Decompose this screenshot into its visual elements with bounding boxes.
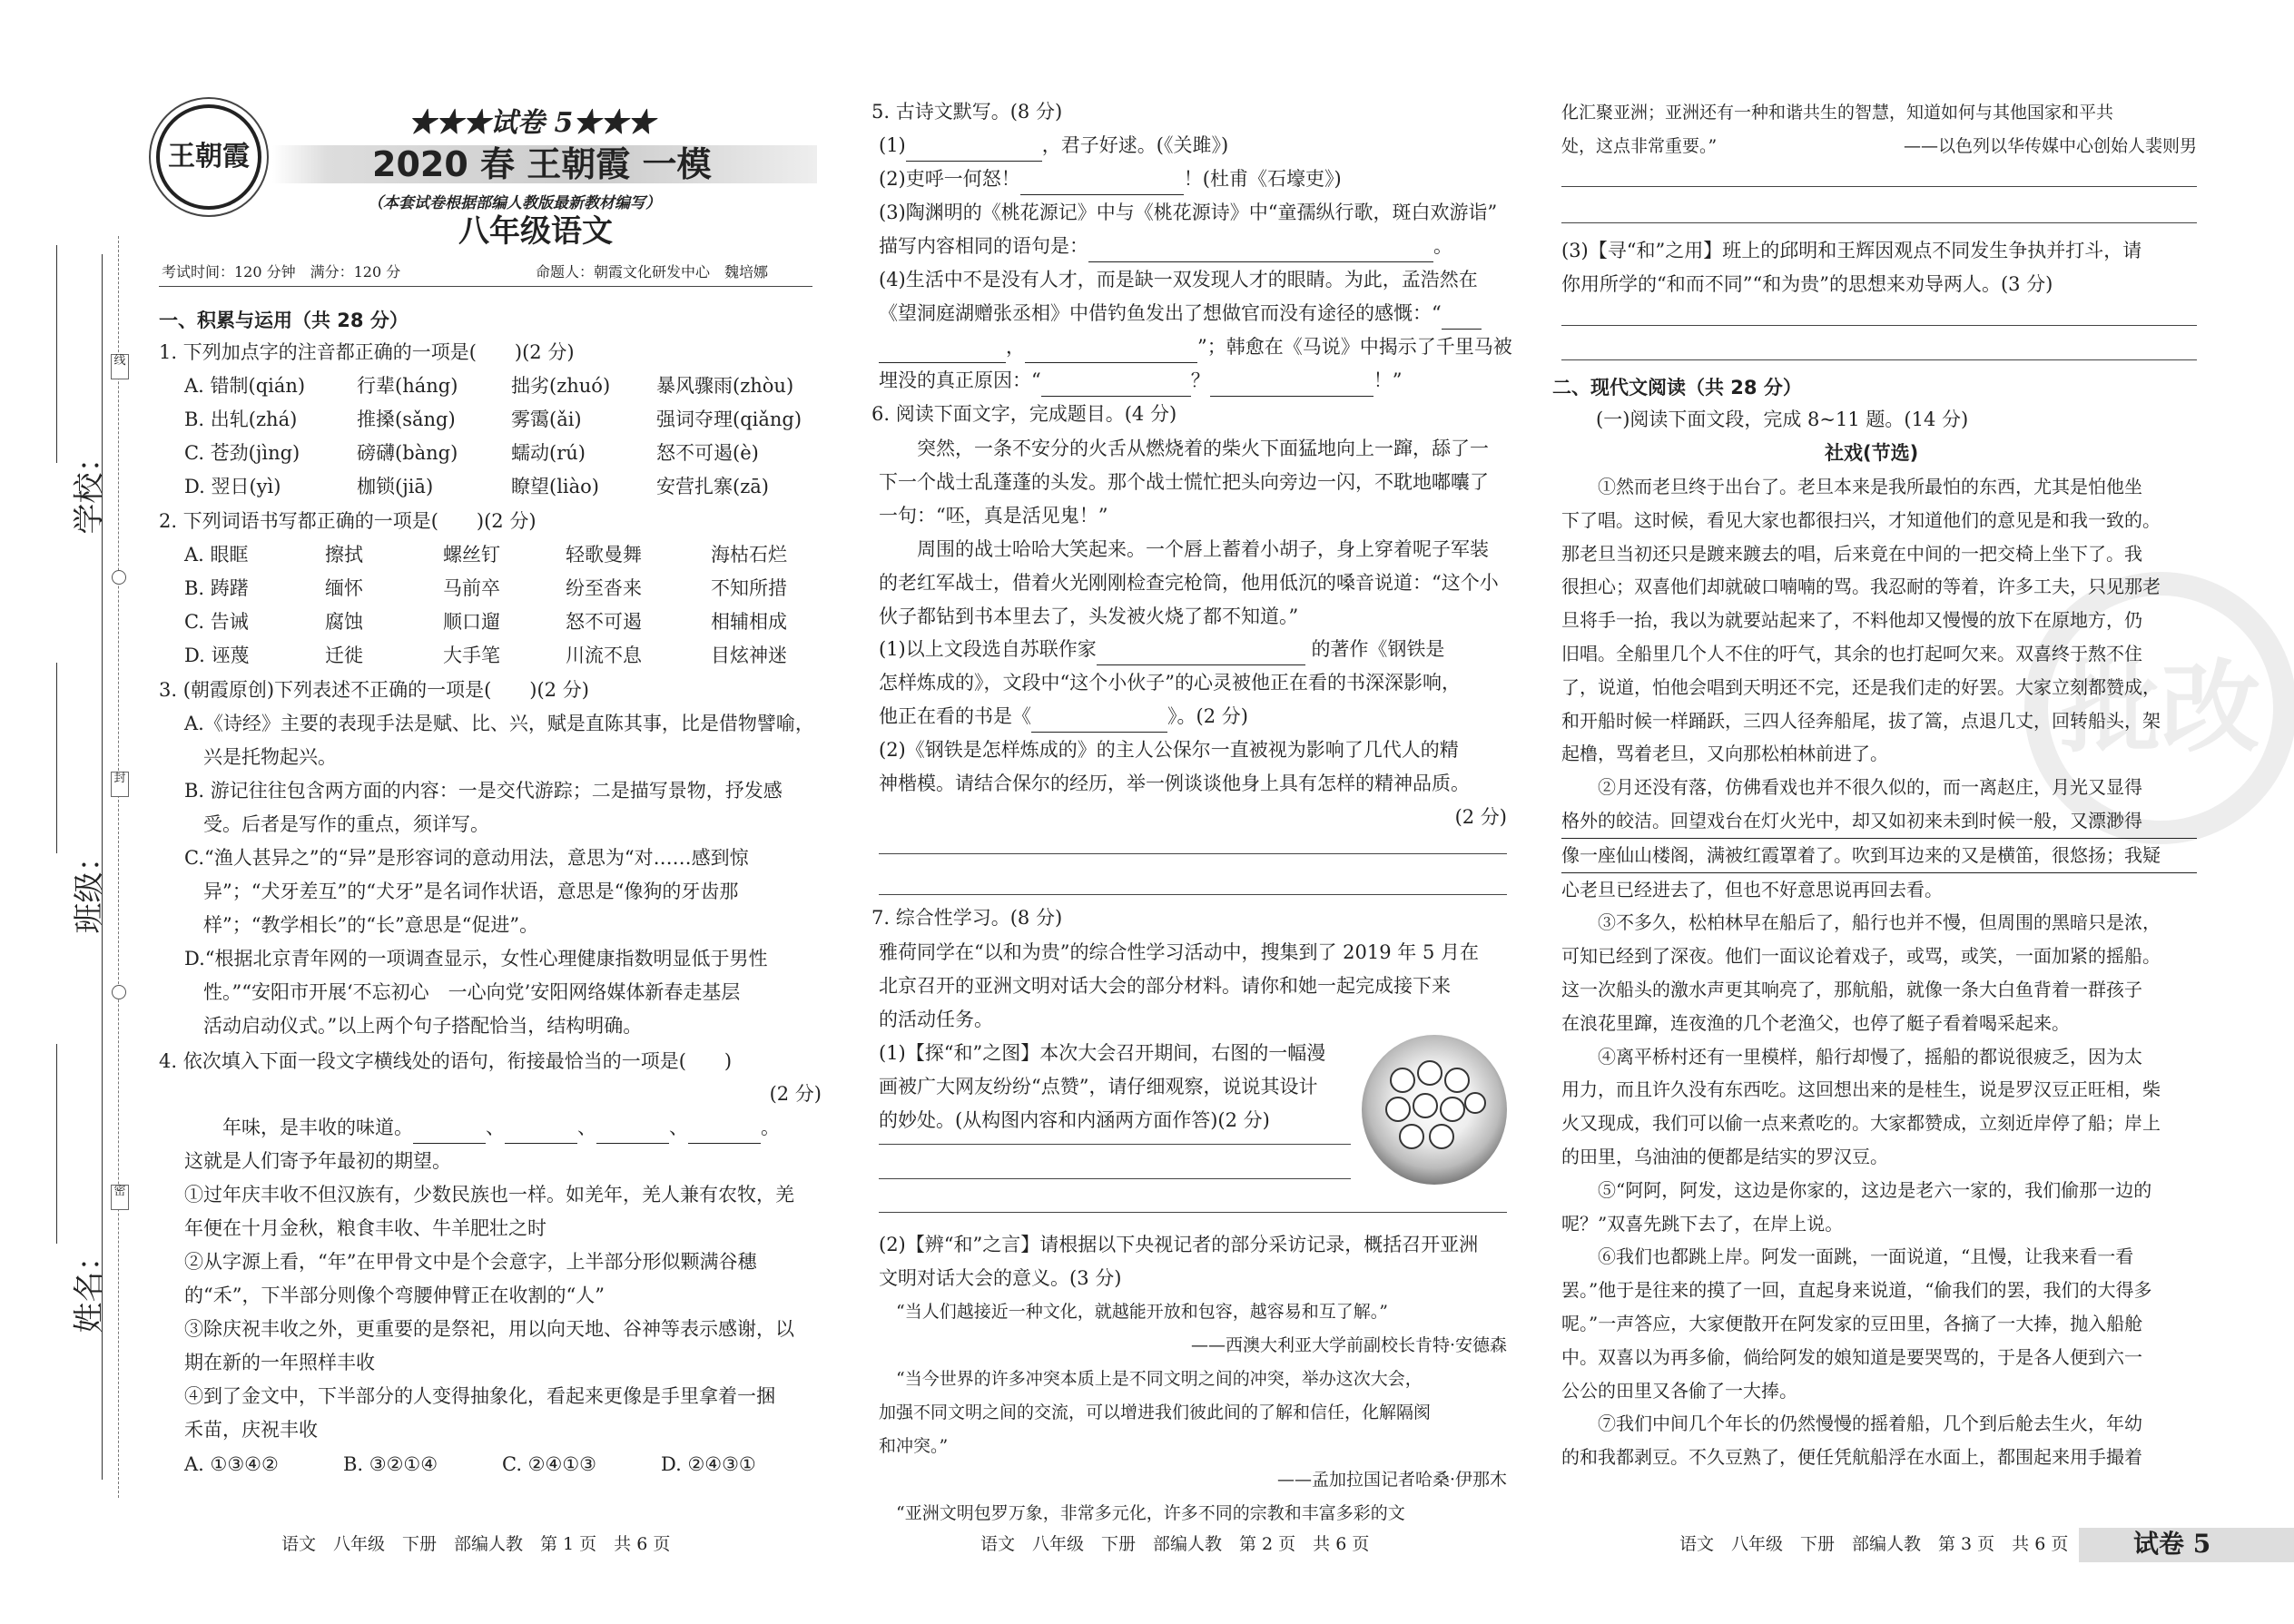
option: D. ②④③①	[661, 1453, 756, 1475]
interview-quotes	[879, 1295, 1507, 1530]
option-line: B. 游记往往包含两方面的内容：一是交代游踪；二是描写景物，抒发感	[184, 780, 783, 802]
essay-line: ⑦我们中间几个年长的仍然慢慢的摇着船，几个到后舱去生火，年幼	[1561, 1412, 2142, 1435]
option: 缅怀	[325, 577, 363, 599]
essay-line: 呢？”双喜先跳下去了，在岸上说。	[1561, 1212, 1844, 1235]
essay-line: 这一次船头的激水声更其响亮了，那航船，就像一条大白鱼背着一群孩子	[1561, 978, 2142, 1000]
option-line: 样”；“教学相长”的“长”意思是“促进”。	[184, 914, 539, 936]
passage-line: 周围的战士哈哈大笑起来。一个唇上蓄着小胡子，身上穿着呢子军装	[879, 538, 1489, 560]
essay-line: ②月还没有落，仿佛看戏也并不很久似的，而一离赵庄，月光又显得	[1561, 776, 2142, 799]
name-field-line	[56, 1044, 57, 1244]
essay-line: 心老旦已经进去了，但也不好意思说再回去看。	[1561, 878, 1943, 901]
answer-line[interactable]	[879, 894, 1507, 895]
blank[interactable]	[688, 1123, 761, 1144]
passage-line: 一句：“呸，真是活见鬼！”	[879, 505, 1108, 527]
subject-title: 八年级语文	[458, 213, 613, 250]
question-1: 1. 下列加点字的注音都正确的一项是( )(2 分)	[159, 341, 575, 363]
question-5-2: (2)吏呼一何怒！ ！(杜甫《石壕吏》)	[879, 163, 1342, 195]
essay-line: 和开船时候一样踊跃，三四人径奔船尾，拔了篙，点退几丈，回转船头，架	[1561, 709, 2161, 732]
option: 相辅相成	[711, 611, 787, 633]
question-7-intro	[879, 936, 1479, 1037]
option: 雾霭(ǎi)	[511, 408, 582, 430]
essay-line: 火又现成，我们可以偷一点来煮吃的。大家都赞成，立刻近岸停了船；岸上	[1561, 1112, 2161, 1135]
quote-source: ——西澳大利亚大学前副校长肯特·安德森	[1190, 1335, 1507, 1355]
essay-line: 的田里，乌油油的便都是结实的罗汉豆。	[1561, 1145, 1888, 1167]
quote-line: “当人们越接近一种文化，就越能开放和包容，越容易和互了解。”	[879, 1302, 1388, 1322]
passage-line: 突然，一条不安分的火舌从燃烧着的柴火下面猛地向上一蹿，舔了一	[879, 438, 1489, 459]
essay-line: 旧唱。全船里几个人不住的吁气，其余的也打起呵欠来。双喜终于熬不住	[1561, 642, 2142, 664]
textbook-note: （本套试卷根据部编人教版最新教材编写）	[368, 194, 661, 212]
essay-line: 用力，而且许久没有东西吃。这回想出来的是桂生，说是罗汉豆正旺相，柴	[1561, 1078, 2161, 1101]
option: 推搡(sǎng)	[357, 408, 456, 430]
question-6-1: (1)以上文段选自苏联作家 的著作《钢铁是	[879, 634, 1444, 665]
question-6-2-score: (2 分)	[1454, 806, 1507, 828]
question-5-3: (3)陶渊明的《桃花源记》中与《桃花源诗》中“童孺纵行歌，斑白欢游诣”	[879, 202, 1498, 223]
essay-line-underlined: 格外的皎洁。回望戏台在灯火光中，却又如初来未到时候一般，又漂渺得	[1561, 804, 2197, 839]
essay-line-underlined: 像一座仙山楼阁，满被红霞罩着了。吹到耳边来的又是横笛，很悠扬；我疑	[1561, 839, 2197, 873]
essay-line: ③不多久，松柏林早在船后了，船行也并不慢，但周围的黑暗只是浓，	[1561, 911, 2161, 934]
answer-line[interactable]	[879, 853, 1507, 854]
blank[interactable]	[1210, 376, 1373, 397]
question-2: 2. 下列词语书写都正确的一项是( )(2 分)	[159, 510, 537, 532]
answer-line[interactable]	[879, 1212, 1507, 1213]
option: 海枯石烂	[711, 544, 787, 566]
essay-line: 旦将手一抬，我以为就要站起来了，不料他却又慢慢的放下在原地方，仍	[1561, 609, 2142, 632]
option: 瞭望(liào)	[511, 476, 599, 497]
question-line: (3)【寻“和”之用】班上的邱明和王辉因观点不同发生争执并打斗，请	[1561, 240, 2142, 261]
essay-line: 呢。”一声答应，大家便散开在阿发家的豆田里，各摘了一大捧，抛入船舱	[1561, 1312, 2143, 1334]
blank[interactable]	[879, 342, 1006, 363]
blank[interactable]	[505, 1123, 577, 1144]
binding-mark-secret: 密	[111, 1185, 129, 1210]
essay-line: ④离平桥村还有一里模样，船行却慢了，摇船的都说很疲乏，因为太	[1561, 1045, 2142, 1068]
option-line: A.《诗经》主要的表现手法是赋、比、兴，赋是直陈其事，比是借物譬喻，	[184, 713, 814, 734]
quote-line: 加强不同文明之间的交流，可以增进我们彼此间的了解和信任，化解隔阂	[879, 1403, 1432, 1422]
question-6: 6. 阅读下面文字，完成题目。(4 分)	[871, 403, 1177, 425]
question-4-score: (2 分)	[769, 1083, 822, 1105]
option-line: 兴是托物起兴。	[184, 746, 337, 768]
sentence-line: ③除庆祝丰收之外，更重要的是祭祀，用以向天地、谷神等表示感谢，以	[184, 1318, 794, 1340]
sentence-line: 的“禾”，下半部分则像个弯腰伸臂正在收割的“人”	[184, 1284, 605, 1306]
option: 枷锁(jiā)	[357, 476, 434, 497]
essay-line: ⑤“阿阿，阿发，这边是你家的，这边是老六一家的，我们偷那一边的	[1561, 1178, 2152, 1201]
logo	[156, 104, 261, 210]
intro-line: 北京召开的亚洲文明对话大会的部分材料。请你和她一起完成接下来	[879, 975, 1451, 997]
intro-line: 雅荷同学在“以和为贵”的综合性学习活动中，搜集到了 2019 年 5 月在	[879, 941, 1479, 963]
sentence-line: ①过年庆丰收不但汉族有，少数民族也一样。如羌年，羌人兼有农牧，羌	[184, 1184, 794, 1206]
question-4-sentences	[184, 1178, 794, 1447]
quote-source: ——孟加拉国记者哈桑·伊那木	[1276, 1470, 1507, 1490]
quote-source: ——以色列以华传媒中心创始人裴则男	[1903, 136, 2197, 156]
question-line: 画被广大网友纷纷“点赞”，请仔细观察，说说其设计	[879, 1076, 1318, 1097]
quote-line: 处，这点非常重要。” ——以色列以华传媒中心创始人裴则男	[1561, 130, 2197, 163]
blank[interactable]	[1031, 712, 1167, 733]
option: 行辈(háng)	[357, 375, 458, 397]
option: 腐蚀	[325, 611, 363, 633]
quote-line: 和冲突。”	[879, 1436, 949, 1456]
question-4-stem-end: 这就是人们寄予年最初的期望。	[184, 1150, 451, 1172]
option: 不知所措	[711, 577, 787, 599]
question-7-1	[879, 1037, 1325, 1137]
school-field-line	[56, 245, 57, 463]
option: 迁徙	[325, 645, 363, 666]
sentence-line: ④到了金文中，下半部分的人变得抽象化，看起来更像是手里拿着一捆	[184, 1385, 775, 1407]
answer-line[interactable]	[1561, 359, 2197, 360]
question-line: 文明对话大会的意义。(3 分)	[879, 1267, 1122, 1289]
option: A. 眼眶	[184, 544, 249, 566]
option: C. 苍劲(jìng)	[184, 442, 300, 464]
option: 轻歌曼舞	[566, 544, 642, 566]
question-2-options	[184, 538, 787, 673]
question-6-passage	[879, 432, 1499, 634]
option: D. 诬蔑	[184, 645, 250, 666]
option-line: 活动启动仪式。”以上两个句子搭配恰当，结构明确。	[184, 1015, 643, 1037]
passage-line: 下一个战士乱蓬蓬的头发。那个战士慌忙把头向旁边一闪，不耽地嘟囔了	[879, 471, 1489, 493]
footer-page-2: 语文 八年级 下册 部编人教 第 2 页 共 6 页	[980, 1534, 1370, 1554]
option: 擦拭	[325, 544, 363, 566]
footer-exam-tag: 试卷 5	[2133, 1529, 2211, 1559]
option: C. ②④①③	[502, 1453, 596, 1475]
option-line: 性。”“安阳市开展‘不忘初心 一心向党’安阳网络媒体新春走基层	[184, 981, 741, 1003]
option: 目炫神迷	[711, 645, 787, 666]
essay-line: 的和我都剥豆。不久豆熟了，便任凭航船浮在水面上，都围起来用手撮着	[1561, 1446, 2142, 1469]
option: 安营扎寨(zā)	[656, 476, 769, 497]
seal-watermark	[2024, 572, 2294, 844]
essay-line: 很担心；双喜他们却就破口喃喃的骂。我忍耐的等着，许多工夫，只见那老	[1561, 576, 2161, 598]
option: B. 出轧(zhá)	[184, 408, 298, 430]
option: 螺丝钉	[443, 544, 500, 566]
passage-line: 伙子都钻到书本里去了，头发被火烧了都不知道。”	[879, 605, 1299, 627]
question-7-2	[879, 1228, 1478, 1295]
essay-line: 公公的田里又各偷了一大捧。	[1561, 1379, 1797, 1402]
option-line: 受。后者是写作的重点，须详写。	[184, 813, 489, 835]
passage-line: 的老红军战士，借着火光刚刚检查完枪筒，他用低沉的嗓音说道：“这个小	[879, 572, 1499, 594]
binding-hole	[112, 570, 126, 585]
class-label: 班级：	[71, 841, 108, 934]
footer-page-3: 语文 八年级 下册 部编人教 第 3 页 共 6 页	[1679, 1534, 2069, 1554]
blank[interactable]	[1020, 174, 1184, 195]
option: A. 错制(qián)	[184, 375, 306, 397]
question-line: (1)【探“和”之图】本次大会召开期间，右图的一幅漫	[879, 1042, 1326, 1064]
option: B. ③②①④	[343, 1453, 438, 1475]
option: A. ①③④②	[184, 1453, 279, 1475]
question-5-4c: ， ”；韩愈在《马说》中揭示了千里马被	[879, 331, 1512, 363]
question-4-options	[184, 1449, 756, 1481]
question-7-3	[1561, 234, 2141, 301]
sentence-line: 禾苗，庆祝丰收	[184, 1419, 318, 1441]
blank[interactable]	[413, 1123, 486, 1144]
blank[interactable]	[1442, 309, 1482, 330]
option: 强词夺理(qiǎng)	[656, 408, 802, 430]
option: C. 告诫	[184, 611, 249, 633]
question-5: 5. 古诗文默写。(8 分)	[871, 101, 1063, 123]
essay-title: 社戏(节选)	[1825, 442, 1919, 464]
question-5-4d: 埋没的真正原因：“ ？ ！”	[879, 365, 1403, 397]
answer-line[interactable]	[879, 1144, 1351, 1145]
question-line: 的妙处。(从构图内容和内涵两方面作答)(2 分)	[879, 1109, 1270, 1131]
header-divider	[159, 286, 812, 287]
question-5-3b: 描写内容相同的语句是： 。	[879, 231, 1452, 262]
option: 暴风骤雨(zhòu)	[656, 375, 794, 397]
blank[interactable]	[1041, 376, 1191, 397]
essay-line: 了，说道，怕他会唱到天明还不完，还是我们走的好罢。大家立刻都赞成，	[1561, 675, 2161, 698]
answer-line[interactable]	[1561, 325, 2197, 326]
answer-line[interactable]	[879, 1178, 1351, 1179]
question-7: 7. 综合性学习。(8 分)	[871, 907, 1063, 929]
binding-dashed-line	[118, 236, 119, 1498]
essay-line: 中。双喜以为再多偷，倘给阿发的娘知道是要哭骂的，于是各人便到六一	[1561, 1345, 2142, 1368]
question-1-options	[184, 369, 802, 504]
quote-line: 化汇聚亚洲；亚洲还有一种和谐共生的智慧，知道如何与其他国家和平共	[1561, 103, 2114, 123]
question-5-4: (4)生活中不是没有人才，而是缺一双发现人才的眼睛。为此，孟浩然在	[879, 269, 1478, 290]
exam-title: 2020 春 王朝霞 一模	[372, 144, 712, 184]
quote-line: “亚洲文明包罗万象，非常多元化，许多不同的宗教和丰富多彩的文	[879, 1503, 1405, 1523]
question-6-2b: 神楷模。请结合保尔的经历，举一例谈谈他身上具有怎样的精神品质。	[879, 773, 1470, 794]
binding-hole	[112, 985, 126, 999]
binding-mark-seal: 封	[111, 772, 129, 797]
question-line: 你用所学的“和而不同”“和为贵”的思想来劝导两人。(3 分)	[1561, 273, 2053, 295]
seal-text: 批改	[2061, 649, 2260, 766]
essay-line: 下了唱。这时候，看见大家也都很扫兴，才知道他们的意见是和我一致的。	[1561, 508, 2161, 531]
option-line: D.“根据北京青年网的一项调查显示，女性心理健康指数明显低于男性	[184, 948, 768, 969]
logo-text: 王朝霞	[168, 141, 250, 172]
question-4-stem: 年味，是丰收的味道。 、 、 、 。	[184, 1112, 780, 1144]
name-label: 姓名：	[71, 1240, 108, 1334]
question-5-1: (1) ，君子好逑。(《关雎》)	[879, 130, 1228, 162]
section-2-heading: 二、现代文阅读（共 28 分）	[1552, 377, 1802, 399]
option: 马前卒	[443, 577, 500, 599]
essay-line: ⑥我们也都跳上岸。阿发一面跳，一面说道，“且慢，让我来看一看	[1561, 1245, 2134, 1268]
essay-line: 在浪花里蹿，连夜渔的几个老渔父，也停了艇子看着喝采起来。	[1561, 1011, 2070, 1034]
question-6-2: (2)《钢铁是怎样炼成的》的主人公保尔一直被视为影响了几代人的精	[879, 739, 1459, 761]
cartoon-image	[1362, 1035, 1507, 1185]
option: 顺口遛	[443, 611, 500, 633]
question-6-1b: 怎样炼成的》，文段中“这个小伙子”的心灵被他正在看的书深深影响，	[879, 672, 1461, 694]
blank[interactable]	[1088, 241, 1433, 262]
school-label: 学校：	[71, 441, 108, 535]
essay-line: 罢。”他于是往来的摸了一回，直起身来说道，“偷我们的罢，我们的大得多	[1561, 1279, 2152, 1302]
sentence-line: 期在新的一年照样丰收	[184, 1352, 375, 1373]
option-line: C.“渔人甚异之”的“异”是形容词的意动用法，意思为“对……感到惊	[184, 847, 749, 869]
blank[interactable]	[596, 1123, 669, 1144]
blank[interactable]	[906, 141, 1042, 162]
intro-line: 的活动任务。	[879, 1009, 993, 1030]
essay-line: ①然而老旦终于出台了。老旦本来是我所最怕的东西，尤其是怕他坐	[1561, 476, 2142, 497]
class-field-line	[56, 663, 57, 853]
question-3-options	[184, 707, 814, 1043]
footer-page-1: 语文 八年级 下册 部编人教 第 1 页 共 6 页	[281, 1534, 671, 1554]
quote-continued	[1561, 96, 2197, 163]
option-line: 异”；“犬牙差互”的“犬牙”是名词作状语，意思是“像狗的牙齿那	[184, 881, 739, 902]
answer-line[interactable]	[1561, 222, 2197, 223]
exam-info: 考试时间：120 分钟 满分：120 分	[162, 263, 401, 281]
essay-line: 那老旦当初还只是踱来踱去的唱，后来竟在中间的一把交椅上坐下了。我	[1561, 542, 2142, 565]
blank[interactable]	[1097, 645, 1305, 665]
option: 磅礴(bàng)	[357, 442, 458, 464]
option: 大手笔	[443, 645, 500, 666]
essay-line: 可知已经到了深夜。他们一面议论着戏子，或骂，或笑，一面加紧的摇船。	[1561, 945, 2161, 968]
option: 蠕动(rú)	[511, 442, 586, 464]
series-label: ★★★试卷 5★★★	[409, 107, 655, 139]
question-5-4b: 《望洞庭湖赠张丞相》中借钓鱼发出了想做官而没有途径的感慨：“	[879, 298, 1482, 330]
option: 拙劣(zhuó)	[511, 375, 611, 397]
question-6-1c: 他正在看的书是《 》。(2 分)	[879, 701, 1248, 733]
question-4: 4. 依次填入下面一段文字横线处的语句，衔接最恰当的一项是( )	[159, 1050, 733, 1072]
answer-line[interactable]	[1561, 186, 2197, 187]
question-line: (2)【辨“和”之言】请根据以下央视记者的部分采访记录，概括召开亚洲	[879, 1234, 1479, 1255]
option: 怒不可遏	[566, 611, 642, 633]
question-3: 3. (朝霞原创)下列表述不正确的一项是( )(2 分)	[159, 679, 589, 701]
section-1-heading: 一、积累与运用（共 28 分）	[159, 310, 409, 331]
option: 纷至沓来	[566, 577, 642, 599]
sentence-line: ②从字源上看，“年”在甲骨文中是个会意字，上半部分形似颗满谷穗	[184, 1251, 757, 1273]
option: D. 翌日(yì)	[184, 476, 281, 497]
option: 怒不可遏(è)	[656, 442, 759, 464]
reading-instruction: (一)阅读下面文段，完成 8~11 题。(14 分)	[1596, 408, 1969, 430]
blank[interactable]	[1025, 342, 1197, 363]
quote-line: “当今世界的许多冲突本质上是不同文明之间的冲突，举办这次大会，	[879, 1369, 1423, 1389]
essay-line: 起橹，骂着老旦，又向那松柏林前进了。	[1561, 743, 1888, 765]
exam-author: 命题人：朝霞文化研发中心 魏培娜	[536, 263, 769, 281]
option: B. 踌躇	[184, 577, 249, 599]
sentence-line: 年便在十月金秋，粮食丰收、牛羊肥壮之时	[184, 1217, 546, 1239]
option: 川流不息	[566, 645, 642, 666]
binding-mark-line: 线	[111, 354, 129, 379]
